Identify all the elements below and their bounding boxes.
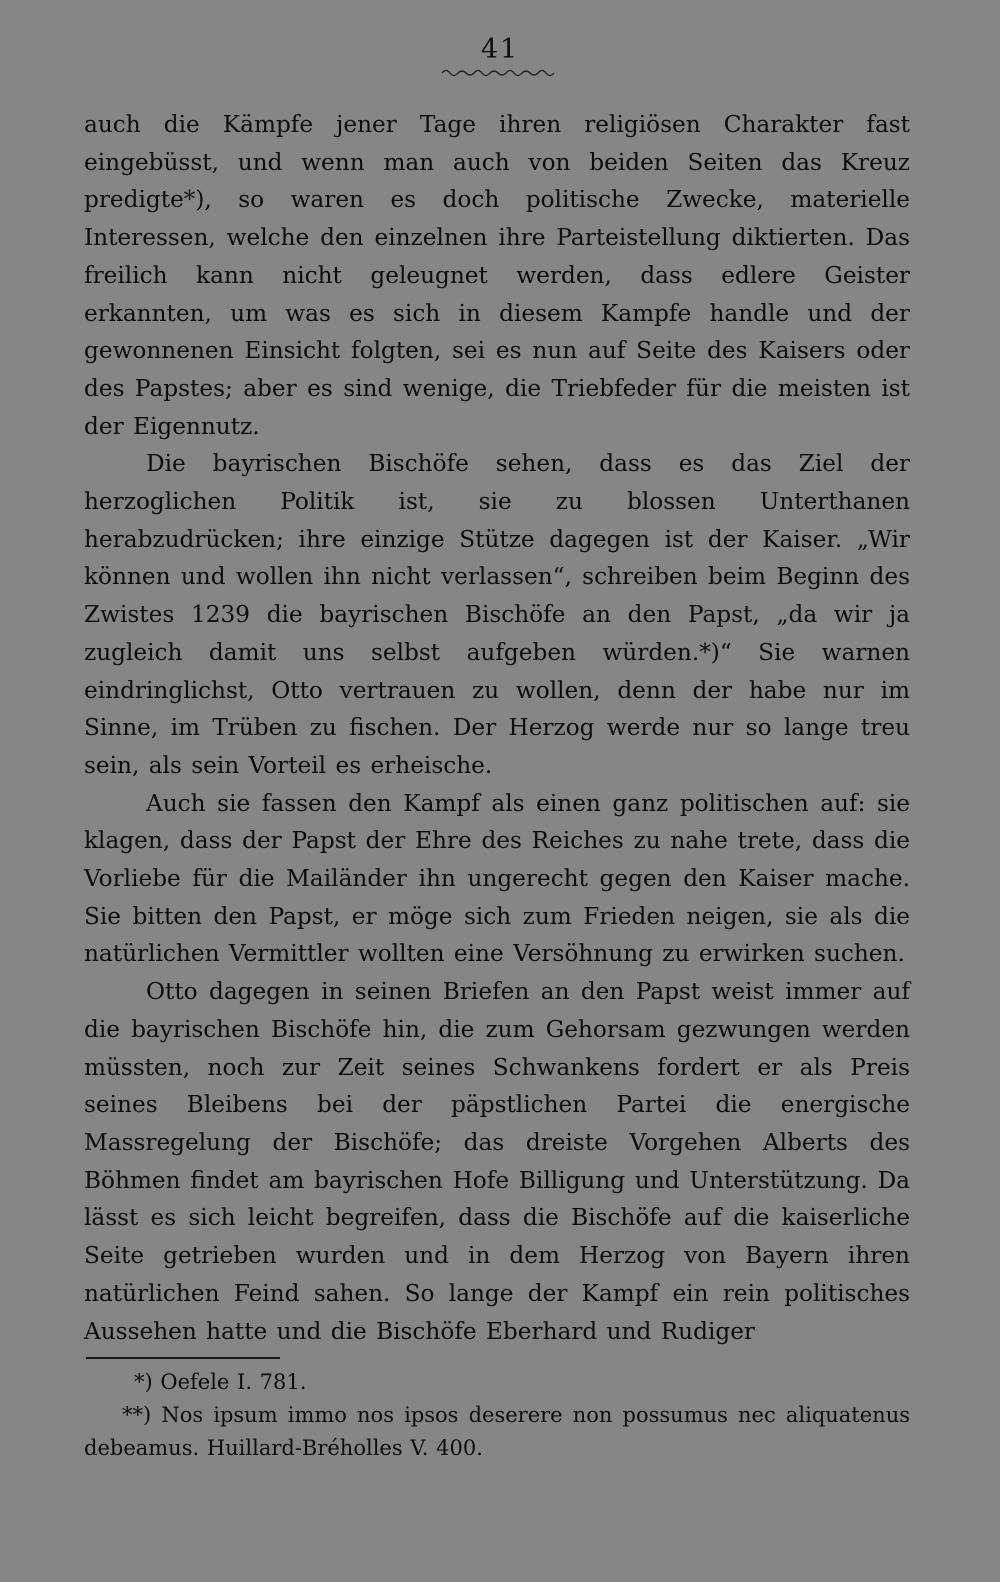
body-text	[84, 106, 910, 1350]
paragraph-1: auch die Kämpfe jener Tage ihren religiösen Charakter fast eingebüsst, und wenn man auch von beiden Seiten das Kreuz predigte*), so waren es doch politische Zwecke, materielle Interessen, welche den einzelnen ihre Parteistellung diktierten. Das freilich kann nicht geleugnet werden, dass edlere Geister erkannten, um was es sich in diesem Kampfe handle und der gewonnenen Einsicht folgten, sei es nun auf Seite des Kaisers oder des Papstes; aber es sind wenige, die Triebfeder für die meisten ist der Eigennutz.	[84, 111, 910, 440]
page-number: 41	[480, 34, 520, 65]
footnotes	[84, 1366, 910, 1465]
footnote-separator	[86, 1357, 280, 1359]
paragraph-3: Auch sie fassen den Kampf als einen ganz politischen auf: sie klagen, dass der Papst der Ehre des Reiches zu nahe trete, dass die Vorliebe für die Mailänder ihn ungerecht gegen den Kaiser mache. Sie bitten den Papst, er möge sich zum Frieden neigen, sie als die natürlichen Vermittler wollten eine Versöhnung zu erwirken suchen.	[84, 789, 910, 968]
ornament-divider	[440, 66, 556, 78]
footnote-1: *) Oefele I. 781.	[134, 1370, 307, 1394]
footnote-2: **) Nos ipsum immo nos ipsos deserere non possumus nec aliquatenus debeamus. Huillard-Bréholles V. 400.	[84, 1403, 910, 1460]
paragraph-4: Otto dagegen in seinen Briefen an den Papst weist immer auf die bayrischen Bischöfe hin, die zum Gehorsam gezwungen werden müssten, noch zur Zeit seines Schwankens fordert er als Preis seines Bleibens bei der päpstlichen Partei die energische Massregelung der Bischöfe; das dreiste Vorgehen Alberts des Böhmen findet am bayrischen Hofe Billigung und Unterstützung. Da lässt es sich leicht begreifen, dass die Bischöfe auf die kaiserliche Seite getrieben wurden und in dem Herzog von Bayern ihren natürlichen Feind sahen. So lange der Kampf ein rein politisches Aussehen hatte und die Bischöfe Eberhard und Rudiger	[84, 978, 910, 1345]
paragraph-2: Die bayrischen Bischöfe sehen, dass es das Ziel der herzoglichen Politik ist, sie zu blossen Unterthanen herabzudrücken; ihre einzige Stütze dagegen ist der Kaiser. „Wir können und wollen ihn nicht verlassen“, schreiben beim Beginn des Zwistes 1239 die bayrischen Bischöfe an den Papst, „da wir ja zugleich damit uns selbst aufgeben würden.*)“ Sie warnen eindringlichst, Otto vertrauen zu wollen, denn der habe nur im Sinne, im Trüben zu fischen. Der Herzog werde nur so lange treu sein, als sein Vorteil es erheische.	[84, 450, 910, 779]
